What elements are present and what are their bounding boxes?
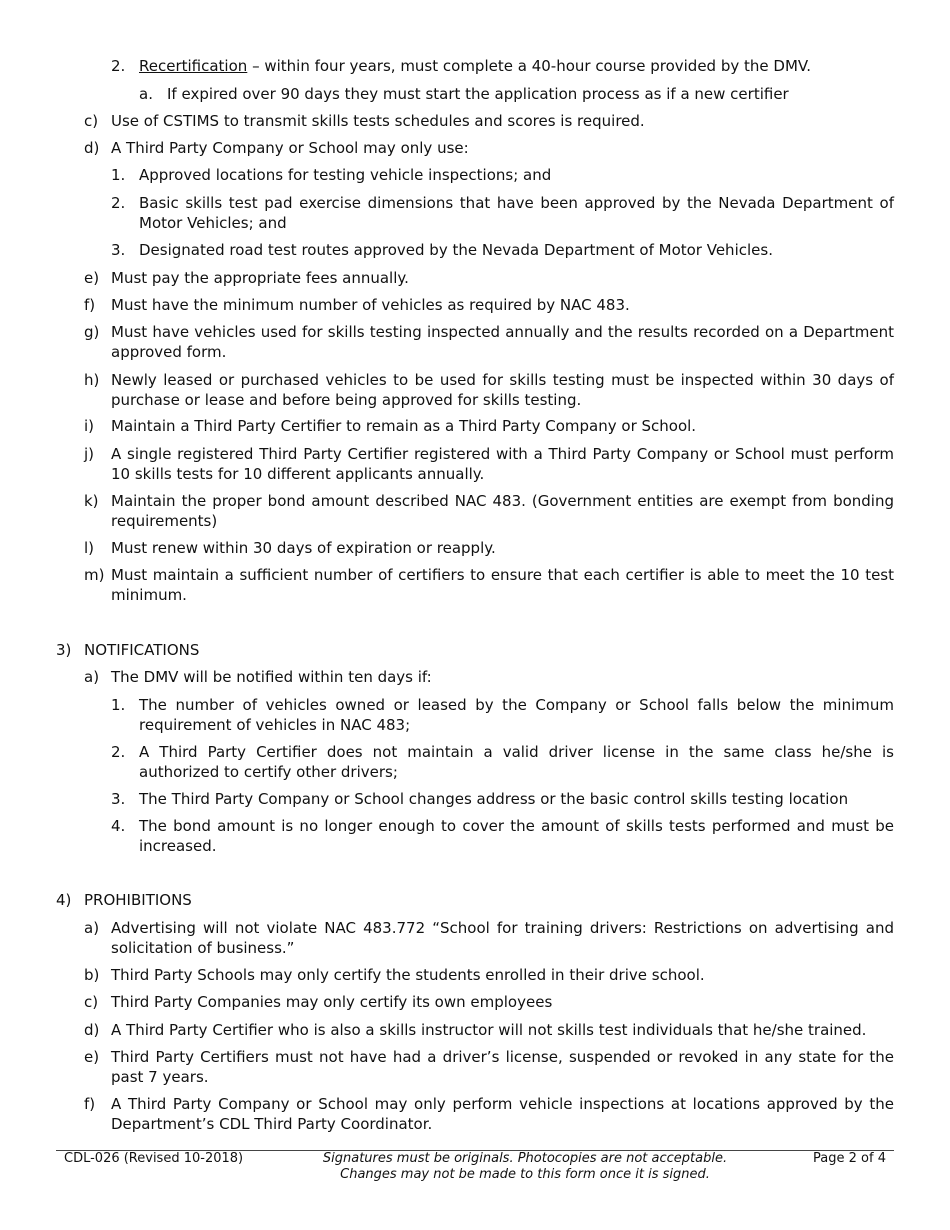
footer-form-id: CDL-026 (Revised 10-2018): [64, 1151, 244, 1166]
list-item: The number of vehicles owned or leased by the Company or School falls below the minimum requirement of vehicles in NAC 483;: [139, 696, 894, 734]
list-marker: a): [84, 919, 100, 937]
list-item: A Third Party Company or School may only use:: [111, 139, 469, 157]
list-marker: m): [84, 566, 105, 584]
list-item: Must renew within 30 days of expiration or reapply.: [111, 539, 496, 557]
list-item: Newly leased or purchased vehicles to be used for skills testing must be inspected within 30 days of purchase or lease and before being approved for skills testing.: [111, 371, 894, 409]
list-item: Must have vehicles used for skills testing inspected annually and the results recorded on a Department approved form.: [111, 323, 894, 361]
list-marker: c): [84, 112, 99, 130]
section-heading-notifications: NOTIFICATIONS: [84, 641, 200, 659]
list-marker: l): [84, 539, 95, 557]
list-item: Approved locations for testing vehicle inspections; and: [139, 166, 552, 184]
list-item: The Third Party Company or School changes address or the basic control skills testing location: [139, 790, 849, 808]
section-heading-prohibitions: PROHIBITIONS: [84, 891, 192, 909]
list-marker: d): [84, 139, 100, 157]
list-marker: h): [84, 371, 100, 389]
list-item: Must maintain a sufficient number of certifiers to ensure that each certifier is able to meet the 10 test minimum.: [111, 566, 894, 604]
list-marker: e): [84, 1048, 100, 1066]
list-marker: 2.: [111, 57, 126, 75]
list-marker: d): [84, 1021, 100, 1039]
list-marker: i): [84, 417, 95, 435]
list-marker: g): [84, 323, 100, 341]
list-marker: c): [84, 993, 99, 1011]
list-item: The DMV will be notified within ten days if:: [111, 668, 432, 686]
list-item: Third Party Schools may only certify the students enrolled in their drive school.: [111, 966, 705, 984]
list-item: Third Party Certifiers must not have had a driver’s license, suspended or revoked in any state for the past 7 years.: [111, 1048, 894, 1086]
list-marker: f): [84, 296, 96, 314]
list-item: A Third Party Certifier does not maintain a valid driver license in the same class he/she is authorized to certify other drivers;: [139, 743, 894, 781]
list-item: Designated road test routes approved by the Nevada Department of Motor Vehicles.: [139, 241, 773, 259]
list-marker: e): [84, 269, 100, 287]
list-marker: j): [84, 445, 95, 463]
section-number: 3): [56, 641, 72, 659]
footer-notice-line2: Changes may not be made to this form once it is signed.: [340, 1167, 710, 1182]
list-marker: 2.: [111, 194, 126, 212]
list-marker: f): [84, 1095, 96, 1113]
recertification-text: – within four years, must complete a 40-hour course provided by the DMV.: [247, 57, 811, 75]
recertification-term: Recertification: [139, 57, 248, 75]
list-marker: 2.: [111, 743, 126, 761]
list-item: If expired over 90 days they must start the application process as if a new certifier: [167, 85, 789, 103]
recertification-item: [139, 56, 894, 76]
list-marker: 1.: [111, 696, 126, 714]
list-item: Third Party Companies may only certify its own employees: [111, 993, 553, 1011]
footer-notice: [250, 1151, 800, 1183]
footer-notice-line1: Signatures must be originals. Photocopies are not acceptable.: [322, 1151, 728, 1166]
list-item: The bond amount is no longer enough to cover the amount of skills tests performed and must be increased.: [139, 817, 894, 855]
list-item: Maintain the proper bond amount described NAC 483. (Government entities are exempt from bonding requirements): [111, 492, 894, 530]
list-marker: 3.: [111, 241, 126, 259]
footer-page-number: Page 2 of 4: [813, 1151, 886, 1166]
section-number: 4): [56, 891, 72, 909]
list-item: A single registered Third Party Certifier registered with a Third Party Company or School must perform 10 skills tests for 10 different applicants annually.: [111, 445, 894, 483]
list-marker: b): [84, 966, 100, 984]
list-item: A Third Party Company or School may only perform vehicle inspections at locations approved by the Department’s CDL Third Party Coordinator.: [111, 1095, 894, 1133]
list-item: Advertising will not violate NAC 483.772 “School for training drivers: Restrictions on advertising and solicitation of business.”: [111, 919, 894, 957]
list-item: Must have the minimum number of vehicles as required by NAC 483.: [111, 296, 630, 314]
list-marker: 3.: [111, 790, 126, 808]
list-item: Maintain a Third Party Certifier to remain as a Third Party Company or School.: [111, 417, 697, 435]
list-marker: 1.: [111, 166, 126, 184]
list-marker: a.: [139, 85, 153, 103]
list-marker: k): [84, 492, 99, 510]
list-marker: 4.: [111, 817, 126, 835]
list-item: Basic skills test pad exercise dimensions that have been approved by the Nevada Department of Motor Vehicles; and: [139, 194, 894, 232]
list-marker: a): [84, 668, 100, 686]
list-item: A Third Party Certifier who is also a skills instructor will not skills test individuals that he/she trained.: [111, 1021, 867, 1039]
list-item: Must pay the appropriate fees annually.: [111, 269, 409, 287]
list-item: Use of CSTIMS to transmit skills tests schedules and scores is required.: [111, 112, 645, 130]
